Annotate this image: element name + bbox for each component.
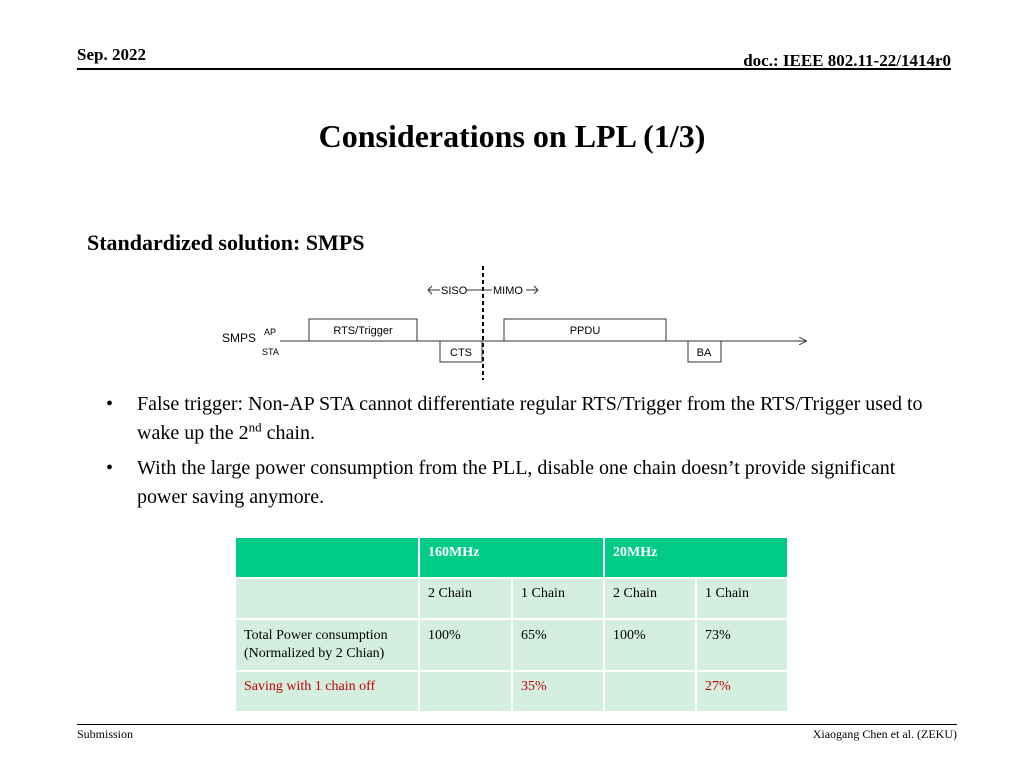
bullet-text-post: chain.: [261, 422, 315, 444]
table-cell: 35%: [512, 671, 604, 712]
table-cell: 2 Chain: [604, 578, 696, 619]
smps-row-label: SMPS: [222, 331, 257, 345]
header-doc-id: doc.: IEEE 802.11-22/1414r0: [743, 51, 951, 70]
sta-label: STA: [262, 347, 279, 357]
ppdu-label: PPDU: [569, 325, 601, 337]
bullet-dot-icon: •: [106, 393, 114, 415]
cts-label: CTS: [450, 347, 472, 359]
table-cell: [419, 671, 512, 712]
ba-label: BA: [696, 347, 712, 359]
bullet-text-pre: False trigger: Non-AP STA cannot differentiate regular RTS/Trigger from the RTS/Trigger used to wake up the 2: [137, 393, 923, 444]
header-divider: [77, 68, 951, 70]
bullet-dot-icon: •: [106, 457, 114, 479]
power-consumption-table: [234, 536, 789, 713]
header-date: Sep. 2022: [77, 45, 146, 64]
table-cell: 65%: [512, 619, 604, 671]
table-row: [235, 619, 788, 671]
table-row-label: Saving with 1 chain off: [235, 671, 419, 712]
bullet-item: [106, 390, 946, 448]
mimo-label: MIMO: [493, 285, 523, 297]
slide-subtitle: Standardized solution: SMPS: [87, 230, 365, 255]
table-cell-empty: [235, 578, 419, 619]
smps-timing-diagram: [210, 260, 820, 385]
table-row: [235, 578, 788, 619]
siso-label: SISO: [441, 285, 468, 297]
table-header-cell: 20MHz: [604, 537, 788, 578]
table-row: [235, 671, 788, 712]
bullet-text-sup: nd: [248, 419, 262, 435]
bullet-list: [106, 390, 946, 518]
table-cell: 100%: [604, 619, 696, 671]
ap-label: AP: [264, 327, 277, 337]
table-row-label-line1: Total Power consumption: [244, 628, 388, 643]
table-header-row: [235, 537, 788, 578]
slide-title: Considerations on LPL (1/3): [318, 118, 706, 154]
footer-author: Xiaogang Chen et al. (ZEKU): [812, 727, 957, 741]
table-row-label-line2: (Normalized by 2 Chian): [244, 646, 385, 661]
table-row-label: [235, 619, 419, 671]
table-cell: 27%: [696, 671, 788, 712]
table-header-empty: [235, 537, 419, 578]
table-cell: 100%: [419, 619, 512, 671]
footer-divider: [77, 724, 957, 725]
rts-trigger-label: RTS/Trigger: [333, 325, 393, 337]
table-cell: [604, 671, 696, 712]
bullet-item: [106, 454, 946, 512]
table-cell: 2 Chain: [419, 578, 512, 619]
table-cell: 73%: [696, 619, 788, 671]
table-header-cell: 160MHz: [419, 537, 604, 578]
bullet-text: With the large power consumption from the PLL, disable one chain doesn’t provide significant power saving anymore.: [137, 457, 896, 508]
table-cell: 1 Chain: [696, 578, 788, 619]
footer-submission: Submission: [77, 727, 134, 741]
table-cell: 1 Chain: [512, 578, 604, 619]
